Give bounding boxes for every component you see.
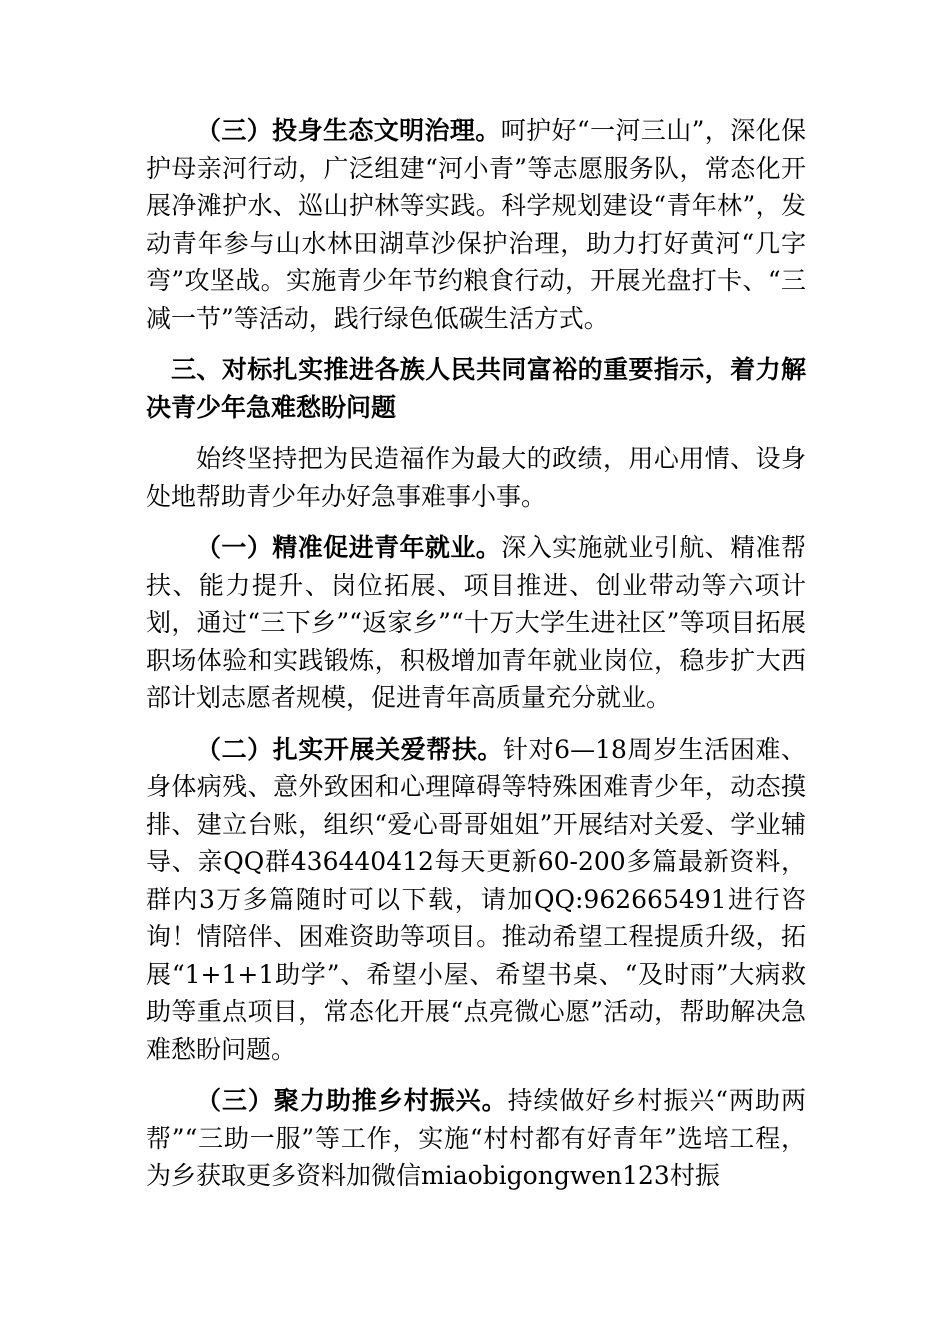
paragraph-lead: （一）精准促进青年就业。 xyxy=(196,533,502,562)
paragraph-body: 呵护好“一河三山”，深化保护母亲河行动，广泛组建“河小青”等志愿服务队，常态化开展净滩护水、巡山护林等实践。科学规划建设“青年林”，发动青年参与山水林田湖草沙保护治理，助力打好黄河“几字弯”攻坚战。实施青少年节约粮食行动，开展光盘打卡、“三减一节”等活动，践行绿色低碳生活方式。 xyxy=(146,116,806,333)
paragraph-intro xyxy=(146,440,806,515)
paragraph-lead: （二）扎实开展关爱帮扶。 xyxy=(196,734,504,764)
paragraph-body: 深入实施就业引航、精准帮扶、能力提升、岗位拓展、项目推进、创业带动等六项计划，通过“三下乡”“返家乡”“十万大学生进社区”等项目拓展职场体验和实践锻炼，积极增加青年就业岗位，稳步扩大西部计划志愿者规模，促进青年高质量充分就业。 xyxy=(146,533,806,712)
paragraph-body: 持续做好乡村振兴“两助两帮”“三助一服”等工作，实施“村村都有好青年”选培工程，为乡获取更多资料加微信miaobigongwen123村振 xyxy=(146,1086,806,1190)
paragraph-employment xyxy=(146,529,806,717)
paragraph-body: 始终坚持把为民造福作为最大的政绩，用心用情、设身处地帮助青少年办好急事难事小事。 xyxy=(146,444,806,511)
paragraph-body: 针对6—18周岁生活困难、身体病残、意外致困和心理障碍等特殊困难青少年，动态摸排、建立台账，组织“爱心哥哥姐姐”开展结对关爱、学业辅导、亲QQ群436440412每天更新60-200多篇最新资料，群内3万多篇随时可以下载，请加QQ:962665491进行咨询！情陪伴、困难资助等项目。推动希望工程提质升级，拓展“1+1+1助学”、希望小屋、希望书桌、“及时雨”大病救助等重点项目，常态化开展“点亮微心愿”活动，帮助解决急难愁盼问题。 xyxy=(146,734,806,1064)
paragraph-ecology xyxy=(146,112,806,337)
paragraph-rural xyxy=(146,1082,806,1195)
document-page xyxy=(146,112,806,1195)
paragraph-lead: （三）投身生态文明治理。 xyxy=(196,116,501,145)
section-heading: 三、对标扎实推进各族人民共同富裕的重要指示，着力解决青少年急难愁盼问题 xyxy=(146,355,806,422)
paragraph-lead: （三）聚力助推乡村振兴。 xyxy=(196,1086,508,1115)
paragraph-care xyxy=(146,731,806,1069)
